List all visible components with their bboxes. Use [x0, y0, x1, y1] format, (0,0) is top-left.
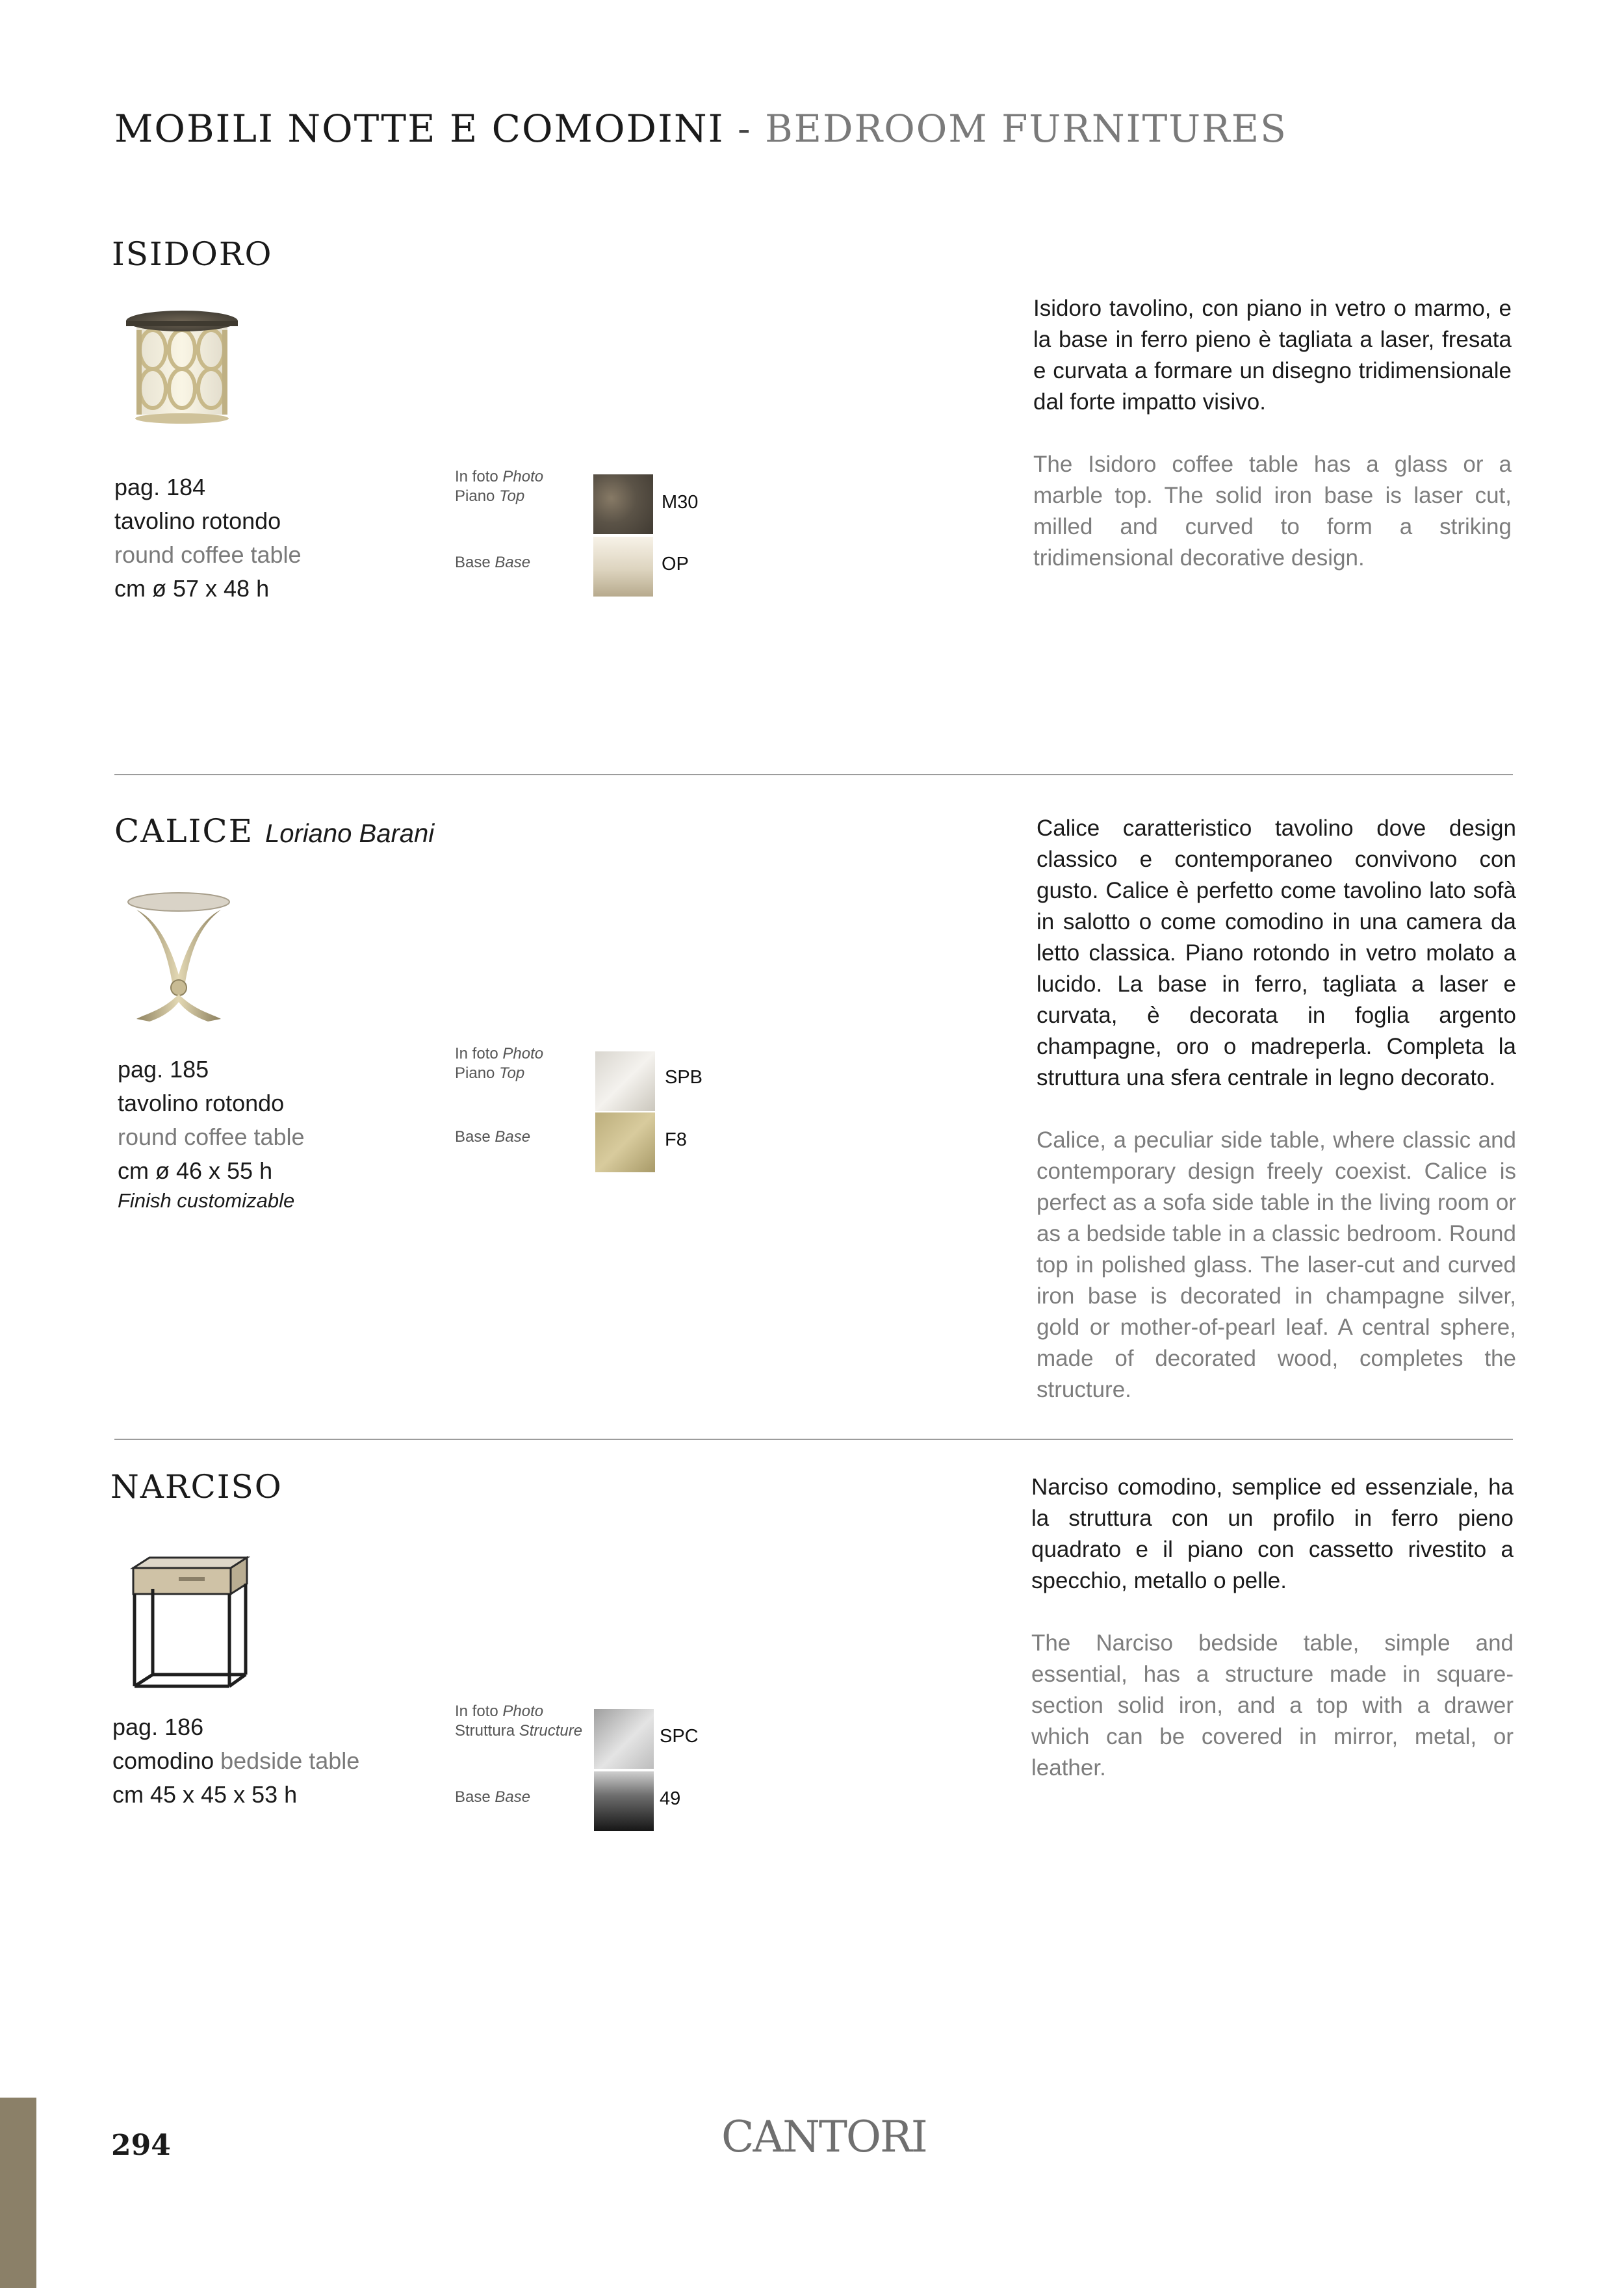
finish-code: F8	[665, 1129, 687, 1150]
side-table-icon	[123, 890, 234, 1030]
section-divider	[114, 774, 1513, 775]
finish-code: SPC	[660, 1726, 699, 1747]
product-title-isidoro: ISIDORO	[112, 235, 273, 273]
finish-code: M30	[662, 492, 699, 513]
product-type-en: bedside table	[220, 1747, 360, 1774]
photo-label-narciso: In foto Photo Struttura Structure	[455, 1703, 583, 1740]
description-it-narciso: Narciso comodino, semplice ed essenziale, ha la struttura con un profilo in ferro pieno quadrato e il piano con cassetto rivestito a specchio, metallo o pelle.	[1031, 1474, 1514, 1593]
product-type-en: round coffee table	[118, 1124, 305, 1150]
product-info-isidoro	[114, 470, 302, 606]
product-dimensions: cm ø 46 x 55 h	[118, 1157, 273, 1184]
finish-swatch-f8	[595, 1112, 655, 1172]
description-en-isidoro: The Isidoro coffee table has a glass or a marble top. The solid iron base is laser cut, milled and curved to form a striking tridimensional decorative design.	[1033, 452, 1512, 571]
page-reference: pag. 185	[118, 1056, 209, 1083]
finish-code: SPB	[665, 1067, 703, 1088]
product-title-narciso: NARCISO	[110, 1468, 283, 1506]
page-reference: pag. 184	[114, 474, 206, 500]
product-type-it: comodino	[112, 1747, 214, 1774]
finish-label-base: Base Base	[455, 554, 531, 571]
photo-label-calice: In foto Photo Piano Top	[455, 1045, 544, 1082]
finish-code: OP	[662, 554, 689, 574]
finish-note: Finish customizable	[118, 1189, 295, 1212]
section-tab	[0, 2098, 36, 2288]
product-info-calice	[118, 1053, 305, 1214]
finish-label-base: Base Base	[455, 1788, 531, 1806]
finish-code: 49	[660, 1788, 681, 1809]
section-divider	[114, 1439, 1513, 1440]
finish-swatch-spc	[594, 1709, 654, 1769]
description-en-narciso: The Narciso bedside table, simple and essential, has a structure made in square-section solid iron, and a top with a drawer which can be covered in mirror, metal, or leather.	[1031, 1630, 1514, 1780]
product-type-en: round coffee table	[114, 541, 302, 568]
product-info-narciso	[112, 1710, 359, 1812]
header-title-en: BEDROOM FURNITURES	[765, 107, 1287, 151]
description-it-calice: Calice caratteristico tavolino dove design classico e contemporaneo convivono con gusto. Calice è perfetto come tavolino lato sofà in salotto o come comodino in una camera da letto classica. Piano rotondo in vetro molato a lucido. La base in ferro, tagliata a laser e curvata, è decorata in foglia argento champagne, oro o madreperla. Completa la struttura una sfera centrale in legno decorato.	[1037, 816, 1516, 1090]
finish-swatch-op	[593, 537, 653, 597]
finish-label-base: Base Base	[455, 1128, 531, 1146]
brand-logo: CANTORI	[721, 2112, 927, 2162]
page-header	[114, 107, 1287, 151]
header-title-it: MOBILI NOTTE E COMODINI	[114, 107, 725, 151]
page-reference: pag. 186	[112, 1714, 204, 1740]
product-type-it: tavolino rotondo	[118, 1090, 285, 1116]
round-coffee-table-icon	[123, 304, 240, 428]
product-type-it: tavolino rotondo	[114, 508, 281, 534]
product-dimensions: cm 45 x 45 x 53 h	[112, 1781, 298, 1808]
product-dimensions: cm ø 57 x 48 h	[114, 575, 270, 602]
finish-swatch-49	[594, 1771, 654, 1831]
product-title-calice: CALICE Loriano Barani	[114, 812, 435, 850]
bedside-table-icon	[127, 1556, 250, 1690]
description-it-isidoro: Isidoro tavolino, con piano in vetro o marmo, e la base in ferro pieno è tagliata a laser, fresata e curvata a formare un disegno tridimensionale dal forte impatto visivo.	[1033, 296, 1512, 415]
description-en-calice: Calice, a peculiar side table, where classic and contemporary design freely coexist. Calice is perfect as a sofa side table in the living room or as a bedside table in a classic bedroom. Round top in polished glass. The laser-cut and curved iron base is decorated in champagne silver, gold or mother-of-pearl leaf. A central sphere, made of decorated wood, completes the structure.	[1037, 1127, 1516, 1402]
header-separator: -	[738, 107, 752, 151]
page-number: 294	[111, 2129, 171, 2162]
finish-swatch-m30	[593, 474, 653, 534]
photo-label-isidoro: In foto Photo Piano Top	[455, 468, 544, 505]
finish-swatch-spb	[595, 1051, 655, 1111]
designer-name: Loriano Barani	[264, 819, 435, 848]
